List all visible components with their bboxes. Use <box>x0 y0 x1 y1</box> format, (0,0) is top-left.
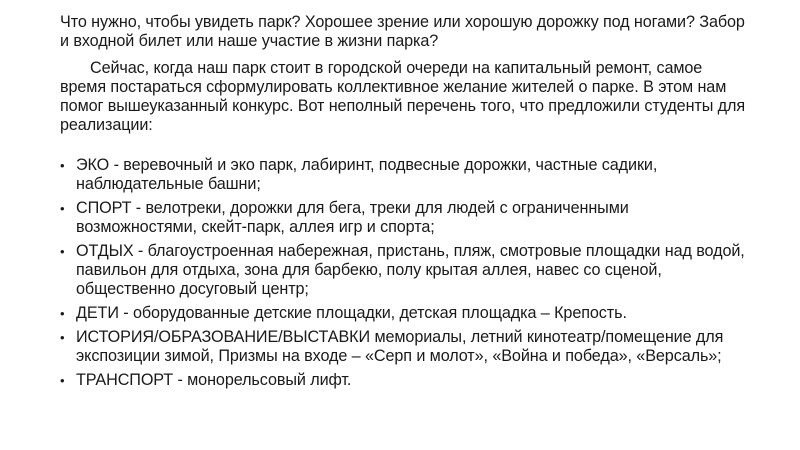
list-item-history <box>60 328 750 366</box>
item-label: СПОРТ <box>76 199 132 217</box>
item-label: ОТДЫХ <box>76 242 134 260</box>
proposals-list <box>60 156 750 395</box>
item-text: - оборудованные детские площадки, детская площадка – Крепость. <box>118 304 627 322</box>
item-text: - благоустроенная набережная, пристань, пляж, смотровые площадки над водой, павильон для отдыха, зона для барбекю, полу крытая аллея, навес со сценой, общественно досуговый центр; <box>76 242 745 298</box>
item-label: ЭКО <box>76 156 110 174</box>
item-text: мемориалы, летний кинотеатр/помещение для экспозиции зимой, Призмы на входе – «Серп и молот», «Война и победа», «Версаль»; <box>76 328 724 365</box>
item-text: - велотреки, дорожки для бега, треки для людей с ограниченными возможностями, скейт-парк, аллея игр и спорта; <box>76 199 629 236</box>
intro-paragraph-context: Сейчас, когда наш парк стоит в городской очереди на капитальный ремонт, самое время постараться сформулировать коллективное желание жителей о парке. В этом нам помог вышеуказанный конкурс. Вот неполный перечень того, что предложили студенты для реализации: <box>60 59 746 134</box>
intro-text <box>60 13 750 135</box>
item-label: ТРАНСПОРТ <box>76 371 174 389</box>
list-item-leisure <box>60 242 750 299</box>
list-item-sport <box>60 199 750 237</box>
list-item-transport <box>60 371 750 390</box>
bullet-icon: • <box>60 306 65 321</box>
bullet-icon: • <box>60 201 65 216</box>
item-text: - веревочный и эко парк, лабиринт, подвесные дорожки, частные садики, наблюдательные башни; <box>76 156 658 193</box>
list-item-children <box>60 304 750 323</box>
item-text: - монорельсовый лифт. <box>173 371 352 389</box>
bullet-icon: • <box>60 244 65 259</box>
bullet-icon: • <box>60 373 65 388</box>
list-item-eco <box>60 156 750 194</box>
item-label: ДЕТИ <box>76 304 119 322</box>
item-label: ИСТОРИЯ/ОБРАЗОВАНИЕ/ВЫСТАВКИ <box>76 328 371 346</box>
bullet-icon: • <box>60 330 65 345</box>
intro-paragraph-question: Что нужно, чтобы увидеть парк? Хорошее зрение или хорошую дорожку под ногами? Забор и входной билет или наше участие в жизни парка? <box>60 13 745 50</box>
bullet-icon: • <box>60 158 65 173</box>
